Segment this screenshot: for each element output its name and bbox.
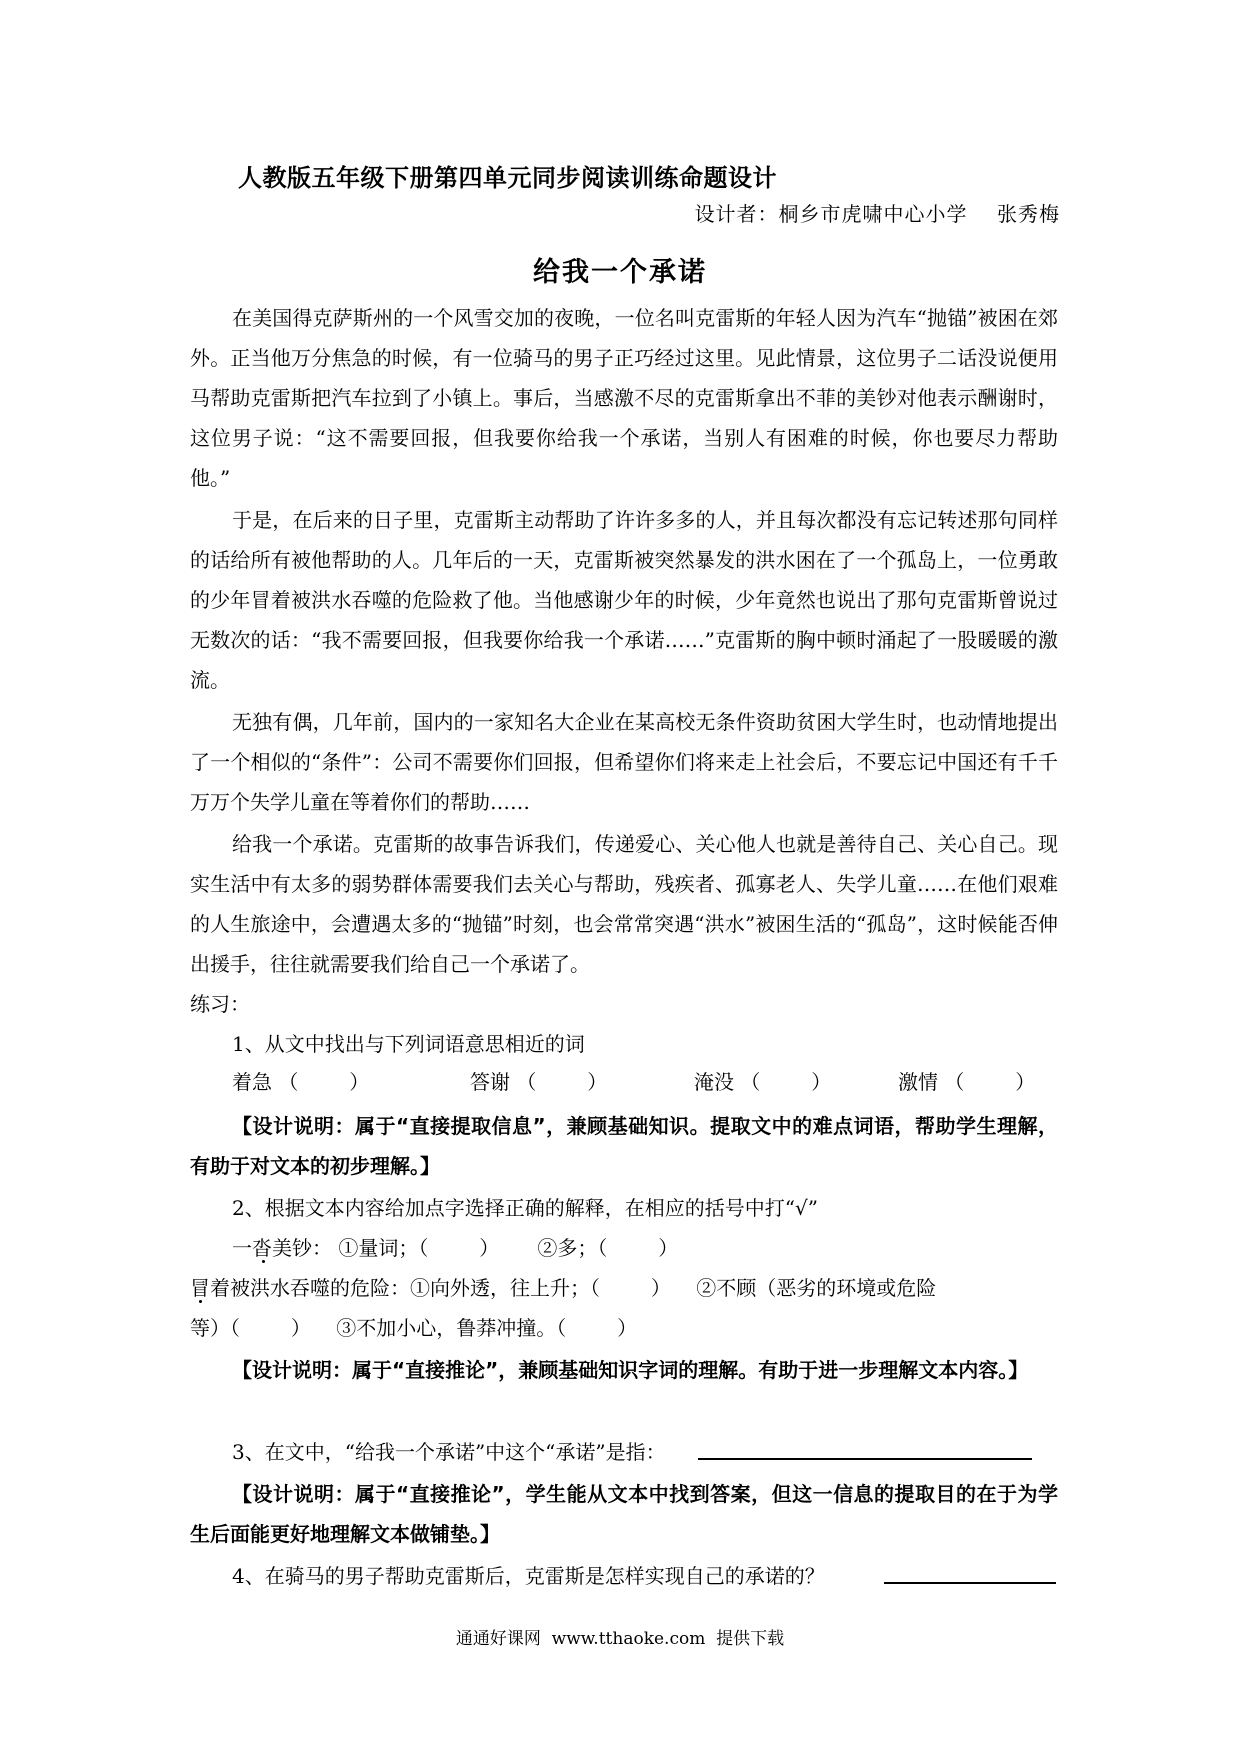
author-line: 设计者：桐乡市虎啸中心小学 张秀梅 — [694, 202, 1060, 226]
word-blank-1: 着急 （ ） — [232, 1070, 370, 1094]
answer-line-3[interactable] — [698, 1458, 1032, 1460]
story-paragraph: 无独有偶，几年前，国内的一家知名大企业在某高校无条件资助贫困大学生时，也动情地提出了一个相似的“条件”：公司不需要你们回报，但希望你们将来走上社会后，不要忘记中国还有千千万万个失学儿童在等着你们的帮助…… — [190, 710, 1058, 814]
word-blank-4: 激情 （ ） — [898, 1070, 1036, 1094]
emphasis-dot — [262, 1260, 265, 1263]
story-body — [190, 298, 1058, 986]
question-4: 4、在骑马的男子帮助克雷斯后，克雷斯是怎样实现自己的承诺的？ — [232, 1564, 825, 1588]
story-title: 给我一个承诺 — [533, 257, 707, 288]
document-title: 人教版五年级下册第四单元同步阅读训练命题设计 — [238, 164, 777, 192]
design-note-2: 【设计说明：属于“直接推论”，兼顾基础知识字词的理解。有助于进一步理解文本内容。】 — [232, 1358, 1029, 1382]
question-2-line-1: 一沓美钞： ①量词；（ ） ②多；（ ） — [232, 1236, 679, 1260]
design-note-3: 【设计说明：属于“直接推论”，学生能从文本中找到答案，但这一信息的提取目的在于为学生后面能更好地理解文本做铺垫。】 — [190, 1482, 1058, 1546]
question-1: 1、从文中找出与下列词语意思相近的词 — [232, 1032, 585, 1056]
emphasis-dot — [199, 1300, 202, 1303]
exercise-label: 练习： — [190, 992, 250, 1016]
word-blank-3: 淹没 （ ） — [694, 1070, 832, 1094]
question-2: 2、根据文本内容给加点字选择正确的解释，在相应的括号中打“√” — [232, 1196, 818, 1220]
word-blank-2: 答谢 （ ） — [470, 1070, 608, 1094]
footer-text: 通通好课网 www.tthaoke.com 提供下载 — [455, 1629, 785, 1649]
question-3: 3、在文中，“给我一个承诺”中这个“承诺”是指： — [232, 1440, 666, 1464]
answer-line-4[interactable] — [884, 1582, 1056, 1584]
question-2-line-2: 冒着被洪水吞噬的危险：①向外透，往上升；（ ） ②不顾（恶劣的环境或危险 — [190, 1276, 937, 1300]
story-paragraph: 在美国得克萨斯州的一个风雪交加的夜晚，一位名叫克雷斯的年轻人因为汽车“抛锚”被困在郊外。正当他万分焦急的时候，有一位骑马的男子正巧经过这里。见此情景，这位男子二话没说便用马帮助克雷斯把汽车拉到了小镇上。事后，当感激不尽的克雷斯拿出不菲的美钞对他表示酬谢时，这位男子说：“这不需要回报，但我要你给我一个承诺，当别人有困难的时候，你也要尽力帮助他。” — [190, 306, 1058, 490]
story-paragraph: 给我一个承诺。克雷斯的故事告诉我们，传递爱心、关心他人也就是善待自己、关心自己。现实生活中有太多的弱势群体需要我们去关心与帮助，残疾者、孤寡老人、失学儿童……在他们艰难的人生旅途中，会遭遇太多的“抛锚”时刻，也会常常突遇“洪水”被困生活的“孤岛”，这时候能否伸出援手，往往就需要我们给自己一个承诺了。 — [190, 832, 1058, 976]
question-2-line-3: 等）（ ） ③不加小心，鲁莽冲撞。（ ） — [190, 1316, 638, 1340]
story-paragraph: 于是，在后来的日子里，克雷斯主动帮助了许许多多的人，并且每次都没有忘记转述那句同样的话给所有被他帮助的人。几年后的一天，克雷斯被突然暴发的洪水困在了一个孤岛上，一位勇敢的少年冒着被洪水吞噬的危险救了他。当他感谢少年的时候，少年竟然也说出了那句克雷斯曾说过无数次的话：“我不需要回报，但我要你给我一个承诺……”克雷斯的胸中顿时涌起了一股暖暖的激流。 — [190, 508, 1058, 692]
design-note-1: 【设计说明：属于“直接提取信息”，兼顾基础知识。提取文中的难点词语，帮助学生理解，有助于对文本的初步理解。】 — [190, 1114, 1058, 1178]
